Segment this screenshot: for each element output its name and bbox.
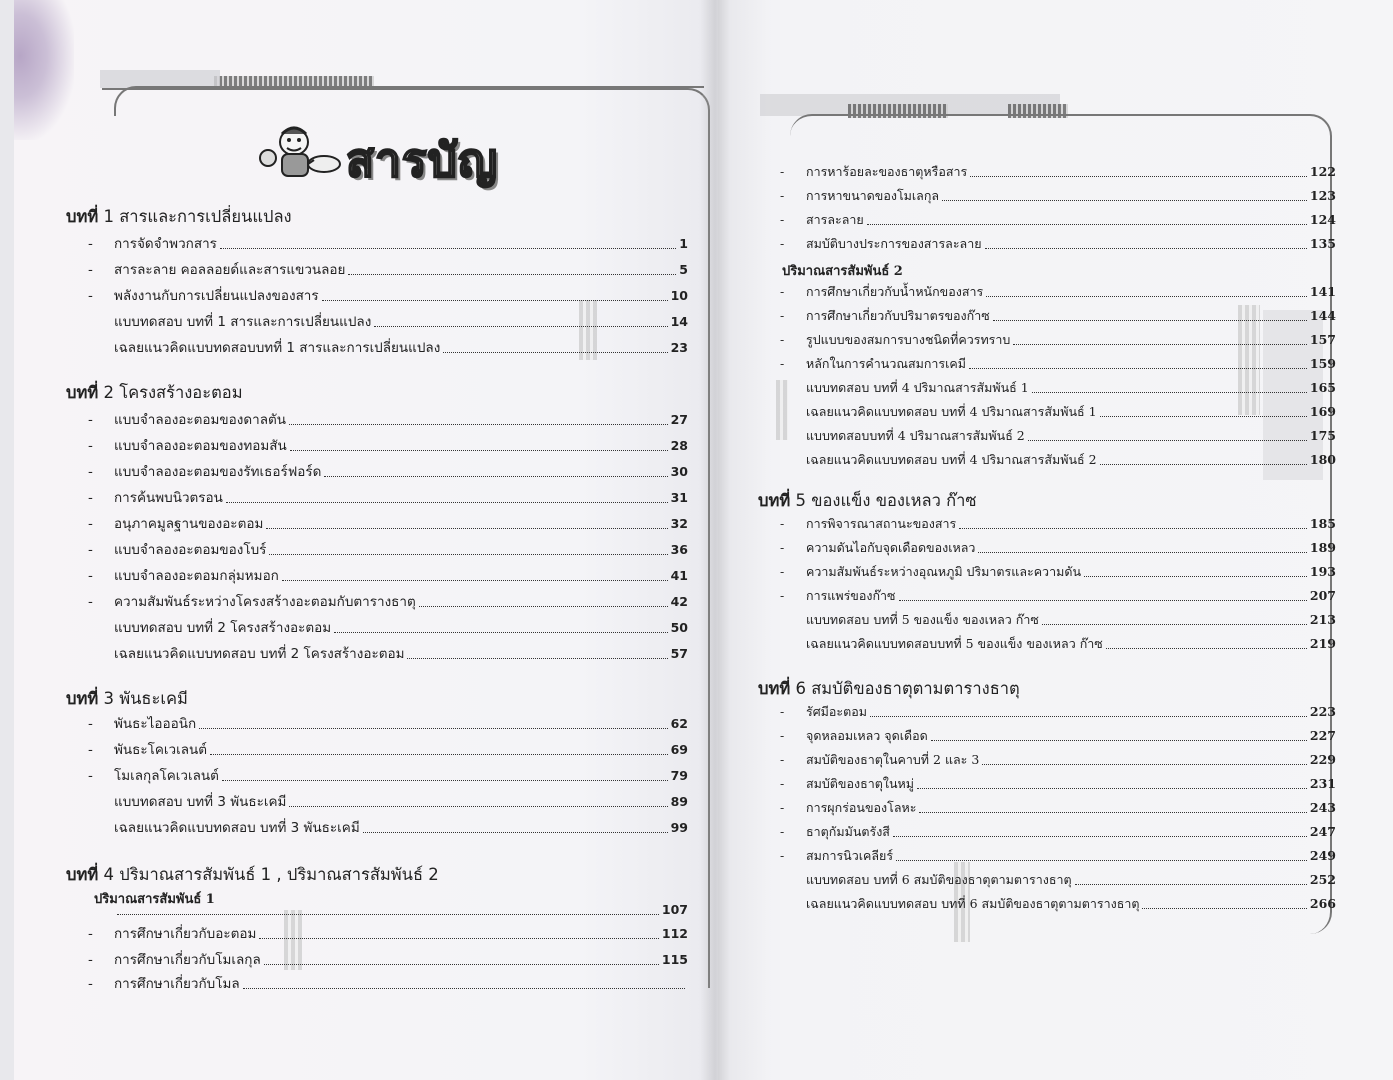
chapter-prefix: บทที่ — [758, 679, 791, 698]
toc-entry — [780, 332, 1336, 348]
chapter-name: สารและการเปลี่ยนแปลง — [119, 207, 292, 226]
dot-leader — [282, 580, 668, 581]
entry-dash: - — [88, 412, 93, 428]
page-number: 249 — [1309, 848, 1336, 863]
toc-entry — [780, 872, 1336, 888]
entry-title: สารละลาย — [806, 212, 864, 227]
page-number: 1 — [679, 236, 688, 251]
corner-smudge — [14, 0, 74, 140]
entry-dash: - — [88, 926, 93, 942]
chapter-prefix: บทที่ — [66, 865, 99, 884]
entry-title: แบบทดสอบ บทที่ 1 สารและการเปลี่ยนแปลง — [114, 314, 372, 330]
toc-entry — [780, 284, 1336, 300]
entry-title: การพิจารณาสถานะของสาร — [806, 516, 957, 531]
toc-entry — [88, 594, 688, 610]
dot-leader — [985, 248, 1307, 249]
entry-dash: - — [88, 768, 93, 784]
page-number: 124 — [1309, 212, 1336, 227]
entry-title: การหาขนาดของโมเลกุล — [806, 188, 940, 203]
entry-dash: - — [780, 516, 785, 531]
entry-title: แบบทดสอบ บทที่ 4 ปริมาณสารสัมพันธ์ 1 — [806, 380, 1029, 395]
dot-leader — [374, 326, 667, 327]
dot-leader — [1013, 344, 1307, 345]
entry-title: พันธะโคเวเลนต์ — [114, 742, 207, 758]
chapter-prefix: บทที่ — [758, 491, 791, 510]
toc-entry — [88, 236, 688, 252]
toc-entry — [88, 412, 688, 428]
dot-leader — [870, 716, 1307, 717]
toc-entry — [780, 212, 1336, 228]
dot-leader — [1106, 648, 1307, 649]
entry-title: แบบทดสอบ บทที่ 6 สมบัติของธาตุตามตารางธาตุ — [806, 872, 1072, 887]
entry-title: สมบัติบางประการของสารละลาย — [806, 236, 982, 251]
chapter-name: ของแข็ง ของเหลว ก๊าซ — [811, 491, 977, 510]
toc-entry — [780, 752, 1336, 768]
dot-leader — [969, 368, 1307, 369]
dot-leader — [259, 938, 659, 939]
dot-leader — [243, 988, 685, 989]
toc-entry — [780, 848, 1336, 864]
dot-leader — [1028, 440, 1307, 441]
toc-entry — [780, 428, 1336, 444]
entry-dash: - — [780, 728, 785, 743]
page-number: 62 — [670, 716, 688, 731]
dot-leader — [1142, 908, 1306, 909]
toc-entry — [88, 542, 688, 558]
entry-dash: - — [88, 516, 93, 532]
entry-title: แบบทดสอบ บทที่ 5 ของแข็ง ของเหลว ก๊าซ — [806, 612, 1039, 627]
dot-leader — [289, 806, 667, 807]
page-number: 69 — [670, 742, 688, 757]
chapter-name: สมบัติของธาตุตามตารางธาตุ — [811, 679, 1020, 698]
entry-title: แบบทดสอบบทที่ 4 ปริมาณสารสัมพันธ์ 2 — [806, 428, 1025, 443]
dot-leader — [893, 836, 1307, 837]
entry-title: เฉลยแนวคิดแบบทดสอบบทที่ 1 สารและการเปลี่ยนแปลง — [114, 340, 441, 356]
chapter-name: พันธะเคมี — [119, 689, 188, 708]
toc-entry — [88, 262, 688, 278]
page-number: 135 — [1309, 236, 1336, 251]
page-number: 213 — [1309, 612, 1336, 627]
entry-title: พลังงานกับการเปลี่ยนแปลงของสาร — [114, 288, 319, 304]
chapter-number: 1 — [103, 207, 114, 226]
entry-title: การหาร้อยละของธาตุหรือสาร — [806, 164, 968, 179]
dot-leader — [899, 600, 1307, 601]
entry-title: เฉลยแนวคิดแบบทดสอบบทที่ 5 ของแข็ง ของเหลว ก๊าซ — [806, 636, 1103, 651]
entry-title: แบบทดสอบ บทที่ 3 พันธะเคมี — [114, 794, 287, 810]
page-number: 23 — [670, 340, 688, 355]
entry-title: สมการนิวเคลียร์ — [806, 848, 894, 863]
page-number: 243 — [1309, 800, 1336, 815]
entry-title: การผุกร่อนของโลหะ — [806, 800, 917, 815]
entry-dash: - — [88, 262, 93, 278]
entry-title: แบบจำลองอะตอมกลุ่มหมอก — [114, 568, 279, 584]
entry-title: การศึกษาเกี่ยวกับโมเลกุล — [114, 952, 261, 968]
toc-entry — [780, 800, 1336, 816]
toc-title-block — [254, 120, 514, 190]
page-number: 50 — [670, 620, 688, 635]
page-number: 28 — [670, 438, 688, 453]
toc-entry — [780, 612, 1336, 628]
entry-title: แบบจำลองอะตอมของโบร์ — [114, 542, 267, 558]
dot-leader — [1042, 624, 1307, 625]
entry-dash: - — [780, 588, 785, 603]
page-number: 157 — [1309, 332, 1336, 347]
page-number: 99 — [670, 820, 688, 835]
entry-title: ความสัมพันธ์ระหว่างโครงสร้างอะตอมกับตารางธาตุ — [114, 594, 416, 610]
page-number: 42 — [670, 594, 688, 609]
dot-leader — [220, 248, 676, 249]
toc-title: สารบัญ — [346, 133, 499, 187]
dot-leader — [226, 502, 668, 503]
entry-dash: - — [780, 236, 785, 251]
entry-dash: - — [88, 542, 93, 558]
toc-entry — [780, 636, 1336, 652]
toc-entry — [88, 464, 688, 480]
entry-title: พันธะไอออนิก — [114, 716, 197, 732]
toc-entry — [88, 926, 688, 942]
dot-leader — [334, 632, 667, 633]
chapter-heading — [758, 488, 977, 514]
entry-title: เฉลยแนวคิดแบบทดสอบ บทที่ 3 พันธะเคมี — [114, 820, 360, 836]
dot-leader — [266, 528, 667, 529]
entry-title: เฉลยแนวคิดแบบทดสอบ บทที่ 6 สมบัติของธาตุตามตารางธาตุ — [806, 896, 1140, 911]
entry-dash: - — [780, 800, 785, 815]
entry-dash: - — [780, 540, 785, 555]
page-number: 5 — [679, 262, 688, 277]
chapter-heading — [66, 204, 292, 230]
page-number: 31 — [670, 490, 688, 505]
toc-entry — [88, 340, 688, 356]
entry-title: ความดันไอกับจุดเดือดของเหลว — [806, 540, 976, 555]
chapter-heading — [758, 676, 1020, 702]
entry-title: ธาตุกัมมันตรังสี — [806, 824, 890, 839]
chapter-number: 2 — [103, 383, 114, 402]
dot-leader — [419, 606, 668, 607]
page-number: 123 — [1309, 188, 1336, 203]
entry-title: รัศมีอะตอม — [806, 704, 867, 719]
entry-title: สมบัติของธาตุในคาบที่ 2 และ 3 — [806, 752, 980, 767]
toc-entry — [88, 976, 688, 992]
page-number: 41 — [670, 568, 688, 583]
dot-leader — [269, 554, 667, 555]
toc-entry — [780, 236, 1336, 252]
chapter-heading — [66, 380, 243, 406]
book-spine — [700, 0, 730, 1080]
page-number: 219 — [1309, 636, 1336, 651]
page-number: 79 — [670, 768, 688, 783]
entry-title: เฉลยแนวคิดแบบทดสอบ บทที่ 2 โครงสร้างอะตอม — [114, 646, 405, 662]
entry-title: อนุภาคมูลฐานของอะตอม — [114, 516, 264, 532]
chapter-number: 3 — [103, 689, 114, 708]
chapter-prefix: บทที่ — [66, 689, 99, 708]
chapter-heading — [66, 862, 439, 888]
right-page — [718, 0, 1393, 1080]
page-number: 112 — [661, 926, 688, 941]
entry-title: การศึกษาเกี่ยวกับปริมาตรของก๊าซ — [806, 308, 990, 323]
entry-dash: - — [780, 332, 785, 347]
dot-leader — [931, 740, 1307, 741]
page-number: 193 — [1309, 564, 1336, 579]
entry-dash: - — [88, 464, 93, 480]
toc-entry — [88, 438, 688, 454]
dot-leader — [210, 754, 668, 755]
page-number: 180 — [1309, 452, 1336, 467]
page-number: 141 — [1309, 284, 1336, 299]
dot-leader — [970, 176, 1307, 177]
entry-dash: - — [88, 742, 93, 758]
toc-entry — [780, 728, 1336, 744]
dot-leader — [1032, 392, 1307, 393]
entry-title: เฉลยแนวคิดแบบทดสอบ บทที่ 4 ปริมาณสารสัมพันธ์ 2 — [806, 452, 1097, 467]
page-number: 115 — [661, 952, 688, 967]
entry-dash: - — [88, 438, 93, 454]
subheading: ปริมาณสารสัมพันธ์ 2 — [782, 264, 903, 279]
entry-title: ความสัมพันธ์ระหว่างอุณหภูมิ ปริมาตรและความดัน — [806, 564, 1081, 579]
page-number: 32 — [670, 516, 688, 531]
page-number: 89 — [670, 794, 688, 809]
entry-title: การจัดจำพวกสาร — [114, 236, 217, 252]
toc-entry — [88, 952, 688, 968]
entry-title: แบบทดสอบ บทที่ 2 โครงสร้างอะตอม — [114, 620, 332, 636]
chapter-number: 5 — [795, 491, 806, 510]
toc-entry — [780, 356, 1336, 372]
page-number: 27 — [670, 412, 688, 427]
dot-leader — [264, 964, 659, 965]
entry-title: หลักในการคำนวณสมการเคมี — [806, 356, 967, 371]
toc-entry — [780, 896, 1336, 912]
entry-title: การศึกษาเกี่ยวกับน้ำหนักของสาร — [806, 284, 984, 299]
entry-dash: - — [780, 356, 785, 371]
dot-leader — [1084, 576, 1307, 577]
toc-entry — [88, 794, 688, 810]
dot-leader — [222, 780, 668, 781]
entry-dash: - — [88, 594, 93, 610]
entry-title: แบบจำลองอะตอมของดาลตัน — [114, 412, 286, 428]
dot-leader — [982, 764, 1307, 765]
entry-dash: - — [88, 568, 93, 584]
chapter-prefix: บทที่ — [66, 383, 99, 402]
dot-leader — [363, 832, 668, 833]
entry-dash: - — [780, 848, 785, 863]
toc-entry — [88, 902, 688, 918]
dot-leader — [289, 424, 668, 425]
toc-entry — [780, 164, 1336, 180]
dot-leader — [917, 788, 1307, 789]
page-number: 36 — [670, 542, 688, 557]
entry-title: สมบัติของธาตุในหมู่ — [806, 776, 914, 791]
dot-leader — [919, 812, 1306, 813]
toc-entry — [780, 776, 1336, 792]
page-number: 252 — [1309, 872, 1336, 887]
subheading: ปริมาณสารสัมพันธ์ 1 — [94, 892, 215, 907]
page-number: 175 — [1309, 428, 1336, 443]
entry-dash: - — [780, 212, 785, 227]
page-number: 189 — [1309, 540, 1336, 555]
toc-entry — [780, 704, 1336, 720]
entry-dash: - — [88, 490, 93, 506]
dot-leader — [896, 860, 1307, 861]
page-number: 107 — [661, 902, 688, 917]
page-number: 144 — [1309, 308, 1336, 323]
entry-dash: - — [88, 288, 93, 304]
mascot-icon — [254, 120, 344, 186]
dot-leader — [867, 224, 1307, 225]
dot-leader — [443, 352, 667, 353]
page-number: 231 — [1309, 776, 1336, 791]
page-number: 266 — [1309, 896, 1336, 911]
entry-title: โมเลกุลโคเวเลนต์ — [114, 768, 219, 784]
page-number: 14 — [670, 314, 688, 329]
toc-entry — [88, 716, 688, 732]
dot-leader — [1100, 416, 1307, 417]
toc-entry — [88, 568, 688, 584]
toc-entry — [88, 646, 688, 662]
entry-title: การค้นพบนิวตรอน — [114, 490, 223, 506]
chapter-number: 4 — [103, 865, 114, 884]
entry-dash: - — [780, 752, 785, 767]
entry-dash: - — [780, 164, 785, 179]
toc-entry — [88, 314, 688, 330]
toc-entry — [780, 564, 1336, 580]
dot-leader — [1075, 884, 1307, 885]
dot-leader — [978, 552, 1307, 553]
dot-leader — [407, 658, 667, 659]
dot-leader — [117, 914, 659, 915]
dot-leader — [290, 450, 668, 451]
toc-entry — [88, 490, 688, 506]
entry-title: แบบจำลองอะตอมของรัทเธอร์ฟอร์ด — [114, 464, 322, 480]
toc-entry — [780, 404, 1336, 420]
page-number: 227 — [1309, 728, 1336, 743]
page-number: 10 — [670, 288, 688, 303]
entry-title: การศึกษาเกี่ยวกับอะตอม — [114, 926, 257, 942]
toc-entry — [780, 588, 1336, 604]
dot-leader — [959, 528, 1307, 529]
entry-title: เฉลยแนวคิดแบบทดสอบ บทที่ 4 ปริมาณสารสัมพันธ์ 1 — [806, 404, 1097, 419]
entry-title: การศึกษาเกี่ยวกับโมล — [114, 976, 240, 992]
entry-title: รูปแบบของสมการบางชนิดที่ควรทราบ — [806, 332, 1011, 347]
page-number: 159 — [1309, 356, 1336, 371]
toc-entry — [88, 768, 688, 784]
dot-leader — [942, 200, 1307, 201]
dot-leader — [348, 274, 676, 275]
page-number: 169 — [1309, 404, 1336, 419]
page-number: 247 — [1309, 824, 1336, 839]
entry-dash: - — [780, 284, 785, 299]
entry-dash: - — [780, 564, 785, 579]
toc-entry — [88, 516, 688, 532]
chapter-heading — [66, 686, 188, 712]
page-number: 30 — [670, 464, 688, 479]
toc-entry — [88, 742, 688, 758]
entry-dash: - — [88, 976, 93, 992]
dot-leader — [324, 476, 667, 477]
toc-entry — [780, 188, 1336, 204]
page-number: 185 — [1309, 516, 1336, 531]
page-number: 165 — [1309, 380, 1336, 395]
page-number: 223 — [1309, 704, 1336, 719]
dot-leader — [322, 300, 668, 301]
toc-entry — [780, 308, 1336, 324]
chapter-prefix: บทที่ — [66, 207, 99, 226]
toc-entry — [88, 820, 688, 836]
page-number: 229 — [1309, 752, 1336, 767]
toc-entry — [88, 620, 688, 636]
entry-dash: - — [780, 188, 785, 203]
left-page — [14, 0, 720, 1080]
dot-leader — [986, 296, 1307, 297]
chapter-name: ปริมาณสารสัมพันธ์ 1 , ปริมาณสารสัมพันธ์ 2 — [119, 865, 439, 884]
entry-dash: - — [780, 824, 785, 839]
page-number: 122 — [1309, 164, 1336, 179]
chapter-name: โครงสร้างอะตอม — [119, 383, 243, 402]
toc-entry — [780, 380, 1336, 396]
entry-dash: - — [780, 704, 785, 719]
page-number: 207 — [1309, 588, 1336, 603]
toc-entry — [780, 540, 1336, 556]
entry-title: การแพร่ของก๊าซ — [806, 588, 896, 603]
entry-dash: - — [88, 236, 93, 252]
toc-entry — [780, 824, 1336, 840]
chapter-number: 6 — [795, 679, 806, 698]
page-number: 57 — [670, 646, 688, 661]
toc-entry — [780, 452, 1336, 468]
dot-leader — [993, 320, 1307, 321]
toc-entry — [88, 288, 688, 304]
entry-title: สารละลาย คอลลอยด์และสารแขวนลอย — [114, 262, 346, 278]
entry-dash: - — [88, 952, 93, 968]
entry-title: จุดหลอมเหลว จุดเดือด — [806, 728, 928, 743]
entry-dash: - — [780, 776, 785, 791]
dot-leader — [199, 728, 667, 729]
dot-leader — [1100, 464, 1307, 465]
entry-dash: - — [780, 308, 785, 323]
entry-title: แบบจำลองอะตอมของทอมสัน — [114, 438, 287, 454]
toc-entry — [780, 516, 1336, 532]
entry-dash: - — [88, 716, 93, 732]
